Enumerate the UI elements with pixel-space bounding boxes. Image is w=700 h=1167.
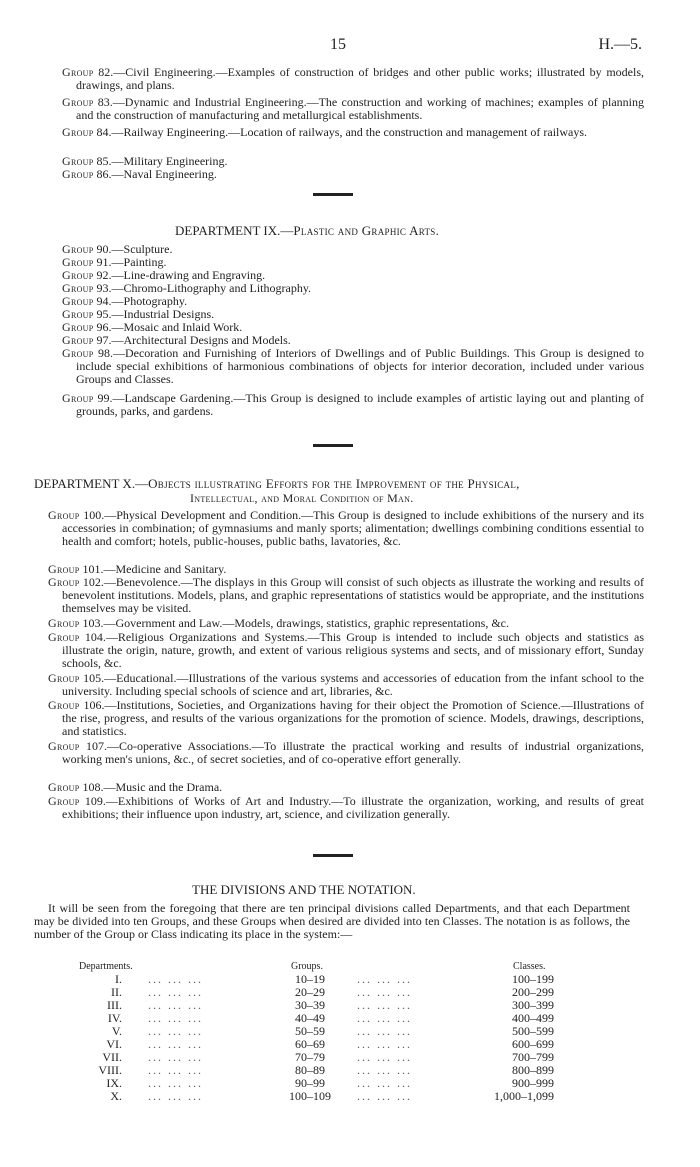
cell-groups: 40–49 [295,1011,325,1025]
column-header-classes: Classes. [513,961,546,972]
cell-classes: 500–599 [512,1024,554,1038]
cell-department: VII. [102,1050,122,1064]
document-reference: H.—5. [598,36,642,53]
cell-department: V. [111,1024,122,1038]
cell-classes: 400–499 [512,1011,554,1025]
group-102: Group 102.—Benevolence.—The displays in this Group will consist of such objects as illustrate the working and results of benevolent institutions. Models, plans, and graphic representations of statistics would be appropriate, and the institutions themselves may be visited. [48,575,645,616]
cell-classes: 300–399 [512,998,554,1012]
cell-groups: 90–99 [295,1076,325,1090]
group-83: Group 83.—Dynamic and Industrial Engineering.—The construction and working of machines; examples of planning and the construction of manufacturing and metallurgical establishments. [62,95,645,123]
department-ix-heading: DEPARTMENT IX.—Plastic and Graphic Arts. [175,223,440,238]
leader-dots: ... ... ... [148,1024,203,1038]
group-84: Group 84.—Railway Engineering.—Location of railways, and the construction and management of railways. [62,125,588,139]
group-109: Group 109.—Exhibitions of Works of Art and Industry.—To illustrate the organization, working, and results of great exhibitions; their influence upon industry, art, science, and civilization generally. [48,794,644,822]
leader-dots: ... ... ... [357,1011,412,1025]
department-x-heading: DEPARTMENT X.—Objects illustrating Efforts for the Improvement of the Physical, [34,476,520,491]
cell-department: I. [115,972,122,986]
leader-dots: ... ... ... [357,972,412,986]
cell-groups: 60–69 [295,1037,325,1051]
cell-groups: 30–39 [295,998,325,1012]
leader-dots: ... ... ... [357,1076,412,1090]
leader-dots: ... ... ... [148,1037,203,1051]
group-93: Group 93.—Chromo-Lithography and Lithography. [62,281,312,295]
section-divider [313,444,353,447]
group-90: Group 90.—Sculpture. [62,242,173,256]
cell-department: II. [111,985,122,999]
group-105: Group 105.—Educational.—Illustrations of the various systems and accessories of education from the infant school to the university. Including special schools of science and art, libraries, &c. [48,671,644,699]
cell-groups: 100–109 [289,1089,331,1103]
group-82: Group 82.—Civil Engineering.—Examples of construction of bridges and other public works; illustrated by models, drawings, and plans. [62,65,645,93]
group-95: Group 95.—Industrial Designs. [62,307,215,321]
cell-classes: 800–899 [512,1063,554,1077]
leader-dots: ... ... ... [148,1050,203,1064]
leader-dots: ... ... ... [148,1076,203,1090]
page-number: 15 [330,36,346,53]
leader-dots: ... ... ... [357,1024,412,1038]
group-104: Group 104.—Religious Organizations and Systems.—This Group is intended to include such objects and statistics as illustrate the origin, nature, growth, and extent of various religious systems and sects, and of missionary effort, Sunday schools, &c. [48,630,645,671]
cell-groups: 20–29 [295,985,325,999]
leader-dots: ... ... ... [148,1011,203,1025]
cell-classes: 900–999 [512,1076,554,1090]
leader-dots: ... ... ... [357,1063,412,1077]
group-98: Group 98.—Decoration and Furnishing of Interiors of Dwellings and of Public Buildings. This Group is designed to include special exhibitions of harmonious combinations of objects for interior decoration, included under various Groups and Classes. [62,346,644,387]
cell-groups: 10–19 [295,972,325,986]
leader-dots: ... ... ... [148,972,203,986]
divisions-heading: THE DIVISIONS AND THE NOTATION. [192,882,416,897]
group-106: Group 106.—Institutions, Societies, and Organizations having for their object the Promotion of Science.—Illustrations of the rise, progress, and results of the various organizations for the promotion of science. Models, drawings, descriptions, and statistics. [48,698,645,739]
cell-classes: 700–799 [512,1050,554,1064]
group-103: Group 103.—Government and Law.—Models, drawings, statistics, graphic representations, &c. [48,616,509,630]
divisions-paragraph: It will be seen from the foregoing that there are ten principal divisions called Departments, and that each Department may be divided into ten Groups, and these Groups when desired are divided into ten Classes. The notation is as follows, the number of the Group or Class indicating its place in the system:— [34,901,630,942]
cell-groups: 70–79 [295,1050,325,1064]
leader-dots: ... ... ... [357,1050,412,1064]
group-92: Group 92.—Line-drawing and Engraving. [62,268,266,282]
group-101: Group 101.—Medicine and Sanitary. [48,562,227,576]
column-header-groups: Groups. [291,961,323,972]
cell-classes: 200–299 [512,985,554,999]
group-107: Group 107.—Co-operative Associations.—To illustrate the practical working and results of industrial organizations, working men's unions, &c., of secret societies, and of co-operative effort generally. [48,739,644,767]
leader-dots: ... ... ... [148,985,203,999]
section-divider [313,854,353,857]
department-x-subheading: Intellectual, and Moral Condition of Man. [190,491,414,505]
cell-classes: 1,000–1,099 [494,1089,554,1103]
cell-department: IX. [106,1076,122,1090]
leader-dots: ... ... ... [148,998,203,1012]
group-86: Group 86.—Naval Engineering. [62,167,217,181]
cell-department: III. [107,998,122,1012]
group-96: Group 96.—Mosaic and Inlaid Work. [62,320,243,334]
leader-dots: ... ... ... [357,985,412,999]
cell-classes: 100–199 [512,972,554,986]
leader-dots: ... ... ... [148,1063,203,1077]
leader-dots: ... ... ... [357,1037,412,1051]
column-header-departments: Departments. [79,961,133,972]
group-91: Group 91.—Painting. [62,255,167,269]
cell-classes: 600–699 [512,1037,554,1051]
leader-dots: ... ... ... [357,1089,412,1103]
cell-department: VI. [106,1037,122,1051]
cell-department: IV. [107,1011,122,1025]
group-108: Group 108.—Music and the Drama. [48,780,223,794]
group-94: Group 94.—Photography. [62,294,188,308]
leader-dots: ... ... ... [148,1089,203,1103]
cell-groups: 80–89 [295,1063,325,1077]
group-85: Group 85.—Military Engineering. [62,154,228,168]
cell-department: X. [110,1089,122,1103]
group-97: Group 97.—Architectural Designs and Models. [62,333,291,347]
cell-groups: 50–59 [295,1024,325,1038]
group-100: Group 100.—Physical Development and Condition.—This Group is designed to include exhibitions of the nursery and its accessories in combination; of gymnasiums and manly sports; alimentation; dwellings combining conditions essential to health and comfort; hotels, public-houses, public baths, lavatories, &c. [48,508,645,549]
group-99: Group 99.—Landscape Gardening.—This Group is designed to include examples of artistic laying out and planting of grounds, parks, and gardens. [62,391,644,419]
cell-department: VIII. [98,1063,122,1077]
leader-dots: ... ... ... [357,998,412,1012]
section-divider [313,193,353,196]
